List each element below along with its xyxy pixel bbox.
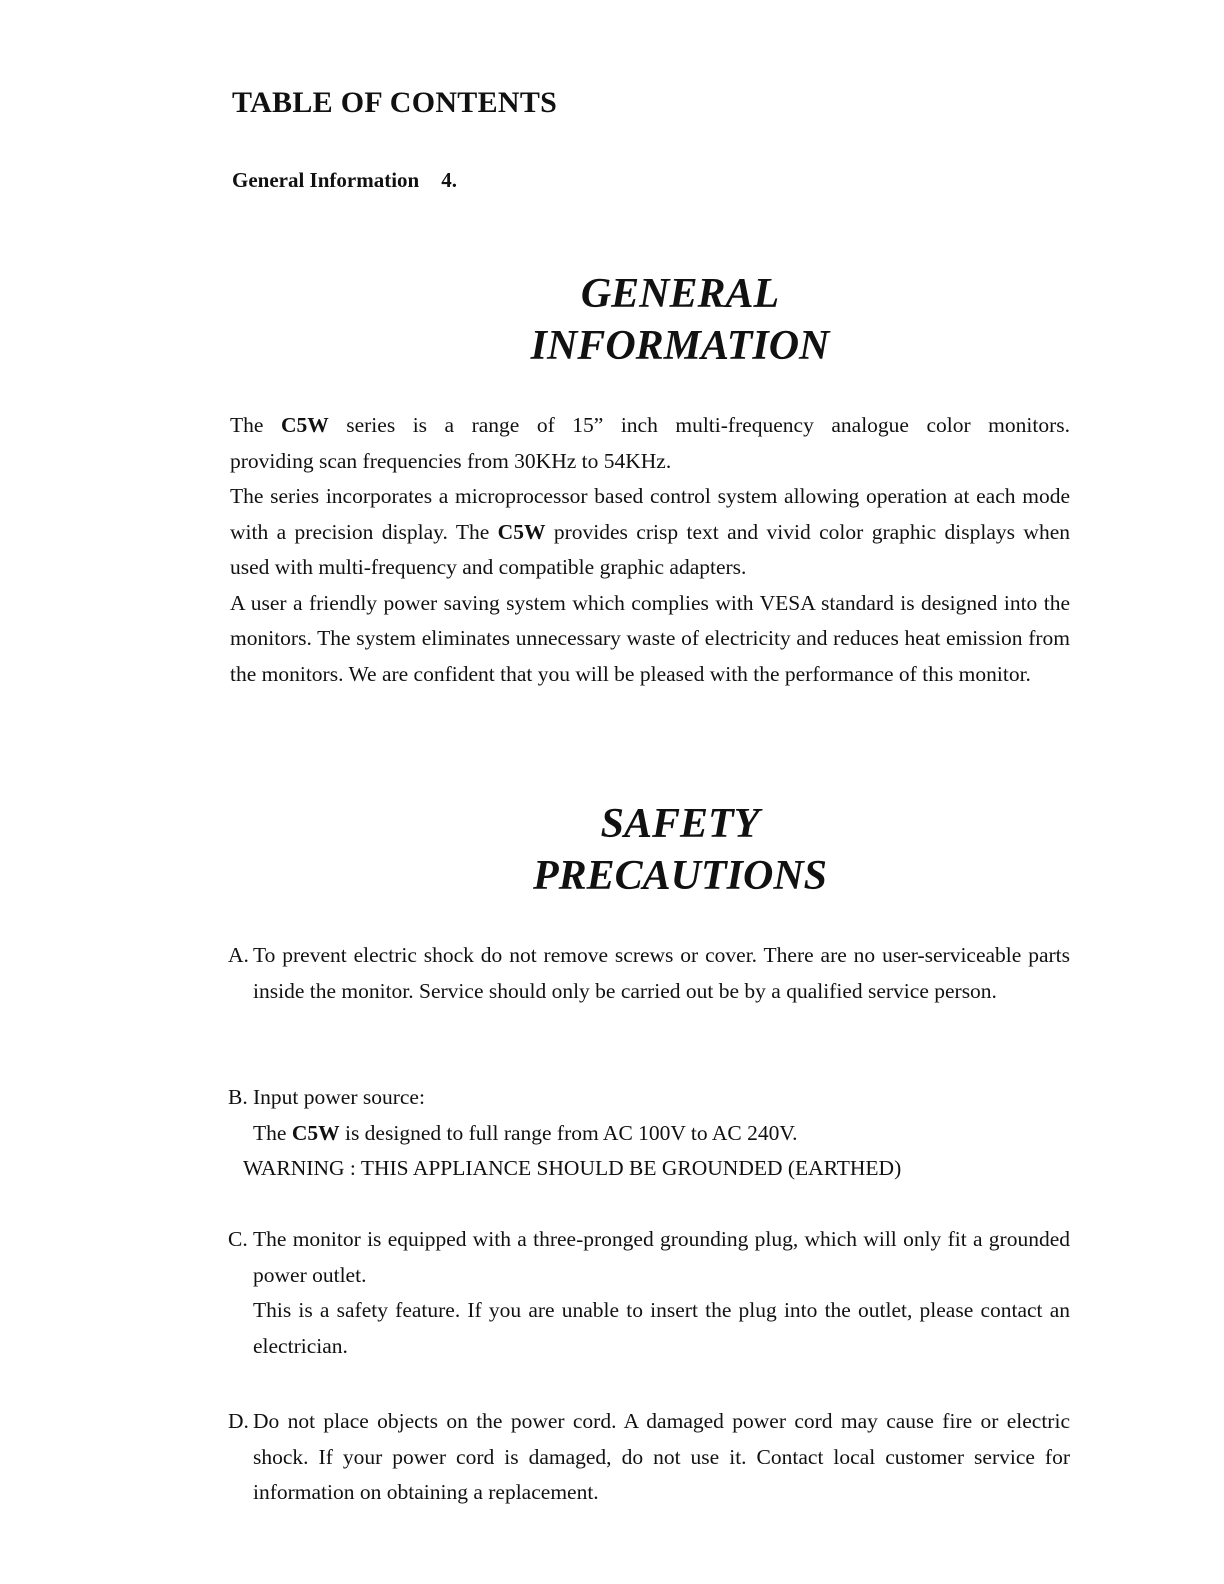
model-name: C5W xyxy=(280,413,329,437)
intro-text-pre: The xyxy=(230,413,281,437)
item-text-continued: This is a safety feature. If you are unable to insert the plug into the outlet, please contact an electrician. xyxy=(253,1298,1070,1358)
toc-title: TABLE OF CONTENTS xyxy=(232,86,558,119)
model-name: C5W xyxy=(291,1120,340,1145)
general-information-heading xyxy=(480,268,880,372)
voltage-text-post: is designed to full range from AC 100V to AC 240V. xyxy=(339,1120,798,1145)
intro-line-1 xyxy=(230,408,1070,444)
item-text: Do not place objects on the power cord. A damaged power cord may cause fire or electric shock. If your power cord is damaged, do not use it. Contact local customer service for information on obtaining a replacement. xyxy=(253,1409,1070,1504)
intro-line-2: providing scan frequencies from 30KHz to 54KHz. xyxy=(230,448,672,473)
item-letter: C. xyxy=(228,1227,248,1251)
safety-item-c xyxy=(228,1222,1070,1364)
general-information-body xyxy=(230,408,1070,692)
model-name: C5W xyxy=(497,519,546,544)
heading-line-1: GENERAL xyxy=(580,271,780,317)
voltage-text-pre: The xyxy=(253,1120,292,1145)
safety-item-a xyxy=(228,938,1070,1009)
item-text: To prevent electric shock do not remove screws or cover. There are no user-serviceable parts inside the monitor. Service should only be carried out be by a qualified service person. xyxy=(253,943,1070,1003)
safety-item-b xyxy=(228,1080,1070,1187)
toc-entry xyxy=(232,168,457,193)
heading-line-2: PRECAUTIONS xyxy=(532,853,828,899)
toc-entry-label: General Information xyxy=(232,168,420,192)
item-letter: B. xyxy=(228,1085,248,1109)
heading-line-2: INFORMATION xyxy=(530,323,830,369)
power-saving-paragraph: A user a friendly power saving system which complies with VESA standard is designed into the monitors. The system eliminates unnecessary waste of electricity and reduces heat emission from the monitors. We are confident that you will be pleased with the performance of this monitor. xyxy=(230,590,1070,686)
item-text: Input power source: xyxy=(253,1085,425,1109)
toc-entry-page: 4. xyxy=(441,168,457,192)
voltage-line xyxy=(253,1116,1070,1152)
safety-item-d xyxy=(228,1404,1070,1511)
features-paragraph xyxy=(230,479,1070,586)
features-text-post: provides crisp text and vivid color graphic displays when used with multi-frequency and compatible graphic adapters. xyxy=(230,519,1070,579)
heading-line-1: SAFETY xyxy=(600,801,760,847)
grounding-warning: WARNING : THIS APPLIANCE SHOULD BE GROUNDED (EARTHED) xyxy=(243,1156,902,1180)
safety-precautions-heading xyxy=(480,798,880,902)
item-letter: A. xyxy=(228,943,249,967)
features-text-pre: The series incorporates a microprocessor based control system allowing operation at each mode with a precision display. The xyxy=(230,484,1070,544)
intro-text-post: series is a range of 15” inch multi-frequency analogue color monitors. xyxy=(328,413,1070,437)
item-text: The monitor is equipped with a three-pronged grounding plug, which will only fit a grounded power outlet. xyxy=(253,1227,1070,1287)
item-letter: D. xyxy=(228,1409,249,1433)
